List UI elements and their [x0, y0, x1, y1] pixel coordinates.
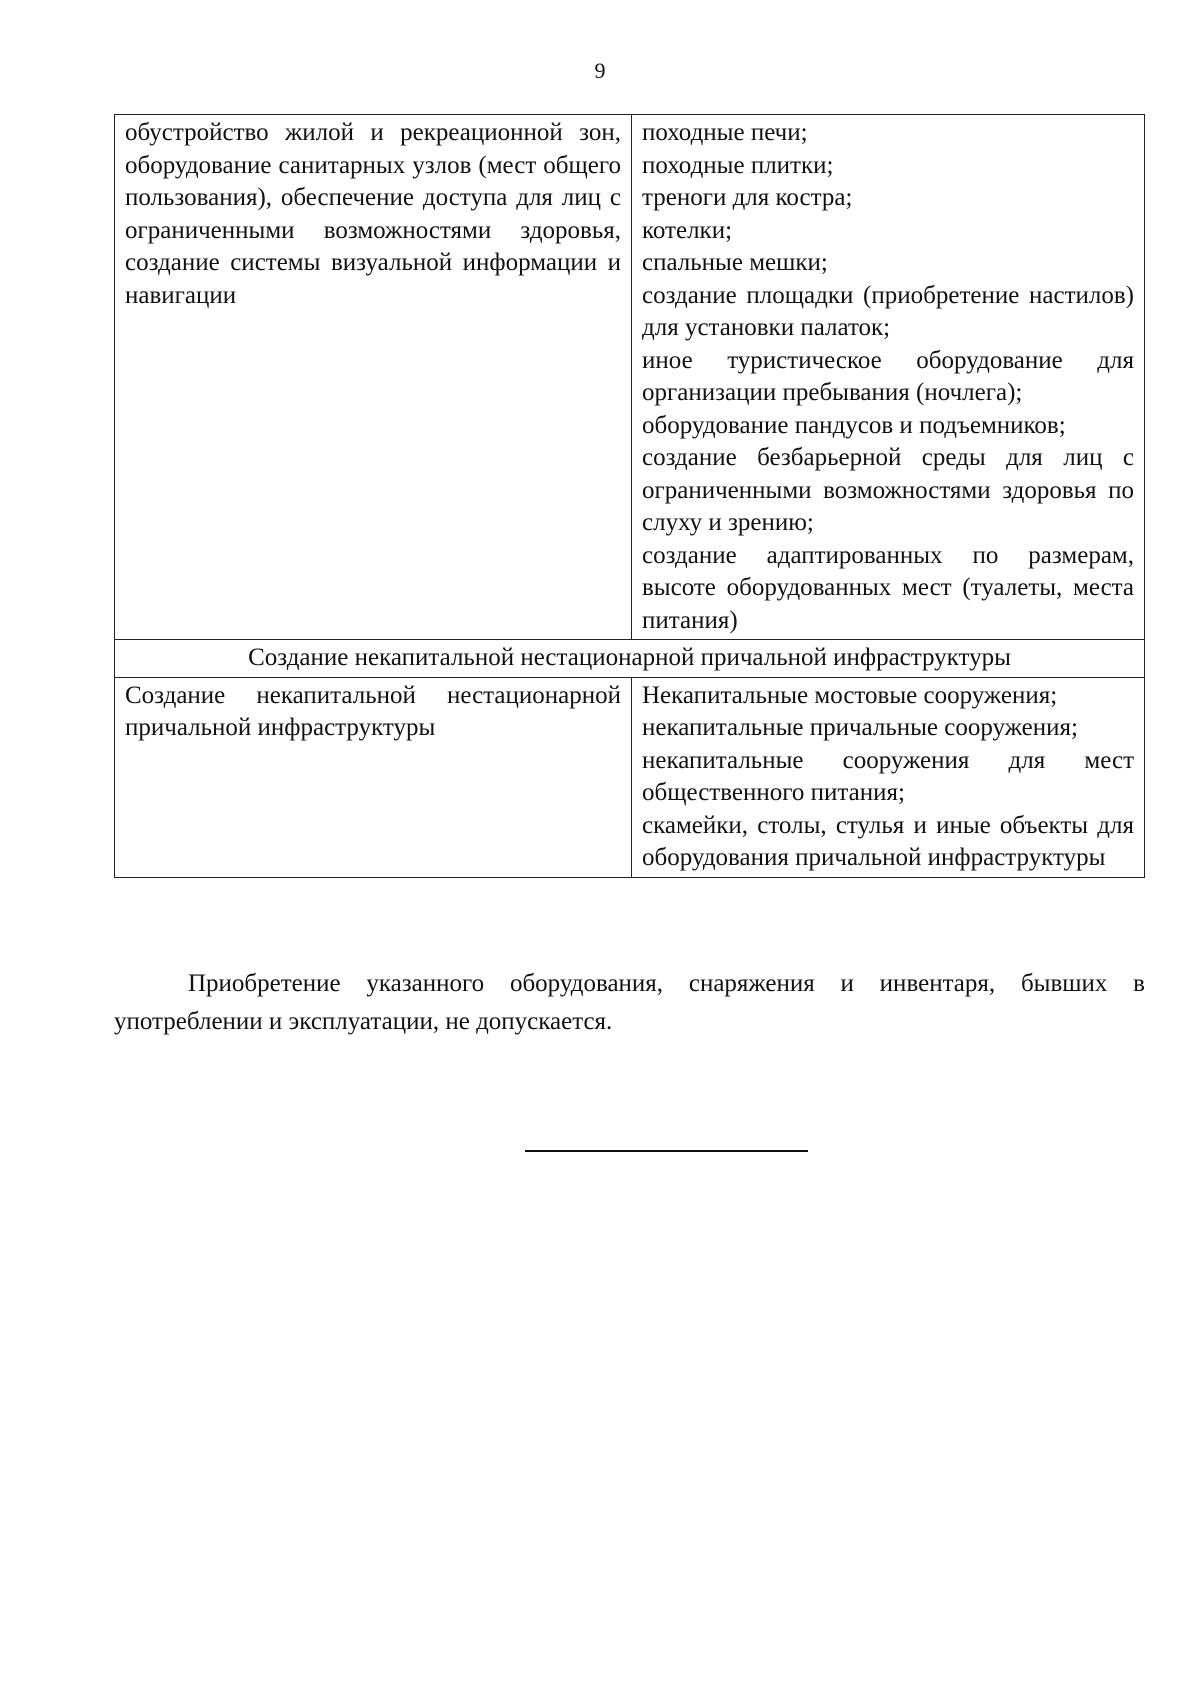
cell-text: Создание некапитальной нестационарной причальной инфраструктуры: [125, 681, 621, 741]
table-cell-left: [115, 115, 632, 640]
list-item: походные плитки;: [642, 151, 834, 179]
list-item: некапитальные причальные сооружения;: [642, 714, 1078, 741]
list-item: иное туристическое оборудование для организации пребывания (ночлега);: [642, 346, 1134, 406]
section-heading: Создание некапитальной нестационарной причальной инфраструктуры: [115, 640, 1145, 678]
closing-rule: [525, 1150, 808, 1152]
list-item: походные печи;: [642, 119, 808, 146]
list-item: некапитальные сооружения для мест общественного питания;: [642, 746, 1134, 806]
list-item: создание адаптированных по размерам, высоте оборудованных мест (туалеты, места питания): [642, 541, 1134, 634]
list-item: Некапитальные мостовые сооружения;: [642, 681, 1058, 709]
table-row: [115, 115, 1145, 640]
footnote-paragraph: Приобретение указанного оборудования, снаряжения и инвентаря, бывших в употреблении и эксплуатации, не допускается.: [114, 970, 1145, 1035]
list-item: котелки;: [642, 216, 733, 244]
list-item: создание безбарьерной среды для лиц с ограниченными возможностями здоровья по слуху и зрению;: [642, 444, 1134, 536]
table-cell-left: [115, 677, 632, 877]
table-row: [115, 677, 1145, 877]
list-item: создание площадки (приобретение настилов) для установки палаток;: [642, 281, 1134, 341]
list-item: скамейки, столы, стулья и иные объекты для оборудования причальной инфраструктуры: [642, 811, 1134, 871]
table-cell-right: [632, 115, 1145, 640]
table-row: [115, 640, 1145, 678]
page-number: 9: [594, 58, 606, 83]
equipment-table: [114, 114, 1145, 878]
list-item: оборудование пандусов и подъемников;: [642, 411, 1066, 439]
list-item: спальные мешки;: [642, 249, 828, 276]
cell-text: обустройство жилой и рекреационной зон, оборудование санитарных узлов (мест общего пользования), обеспечение доступа для лиц с ограниченными возможностями здоровья, создание системы визуальной информации и навигации: [125, 119, 621, 309]
list-item: треноги для костра;: [642, 184, 853, 211]
table-cell-right: [632, 677, 1145, 877]
